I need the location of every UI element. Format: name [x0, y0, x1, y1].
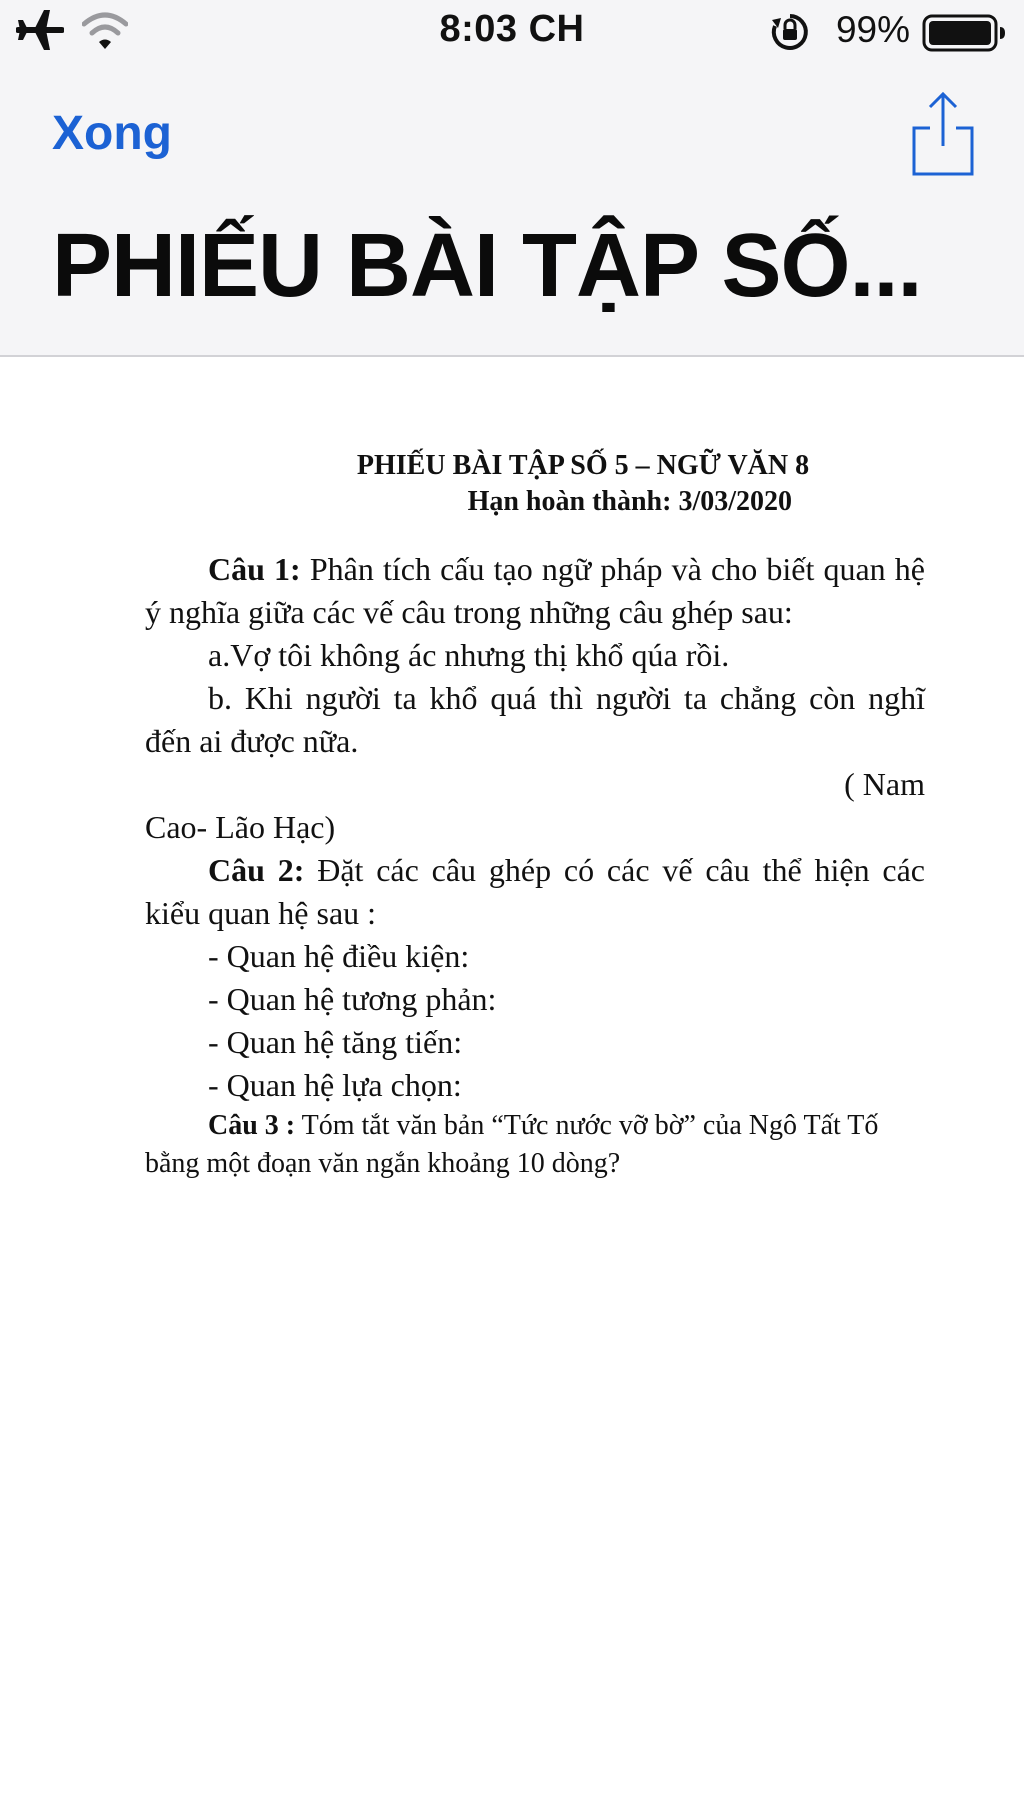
question-1-label: Câu 1:	[208, 551, 301, 587]
question-1	[145, 548, 925, 634]
top-bar	[0, 0, 1024, 357]
question-3	[145, 1107, 925, 1183]
question-2-item: - Quan hệ tăng tiến:	[208, 1024, 463, 1060]
orientation-lock-icon	[770, 12, 810, 57]
question-2-label: Câu 2:	[208, 852, 305, 888]
question-1-source-cont: Cao- Lão Hạc)	[145, 809, 336, 845]
share-icon	[908, 90, 978, 180]
question-2-item: - Quan hệ lựa chọn:	[208, 1067, 462, 1103]
question-2-item: - Quan hệ điều kiện:	[208, 938, 470, 974]
share-button[interactable]	[908, 90, 978, 180]
question-3-text: Tóm tắt văn bản “Tức nước vỡ bờ” của Ngô Tất Tố bằng một đoạn văn ngắn khoảng 10 dòng?	[145, 1110, 879, 1179]
done-button[interactable]: Xong	[52, 107, 172, 160]
question-1-source: ( Nam	[844, 766, 925, 802]
status-time: 8:03 CH	[439, 8, 585, 50]
document-page	[145, 448, 925, 1183]
status-bar	[0, 0, 1024, 64]
battery-percentage: 99%	[835, 9, 910, 50]
question-1-item-b: b. Khi người ta khổ quá thì người ta chẳng còn nghĩ đến ai được nữa.	[145, 680, 925, 759]
question-1-item-a: a.Vợ tôi không ác nhưng thị khổ qúa rồi.	[208, 637, 730, 673]
document-title-heading: PHIẾU BÀI TẬP SỐ...	[52, 216, 922, 316]
spacer	[145, 520, 925, 548]
question-2-text: Đặt các câu ghép có các vế câu thể hiện các kiểu quan hệ sau :	[145, 852, 926, 931]
question-3-label: Câu 3 :	[208, 1110, 296, 1141]
document-deadline: Hạn hoàn thành: 3/03/2020	[467, 486, 792, 517]
question-1-text: Phân tích cấu tạo ngữ pháp và cho biết quan hệ ý nghĩa giữa các vế câu trong những câu ghép sau:	[145, 551, 926, 630]
battery-icon	[922, 14, 1006, 57]
question-2	[145, 849, 925, 935]
question-2-item: - Quan hệ tương phản:	[208, 981, 497, 1017]
document-title: PHIẾU BÀI TẬP SỐ 5 – NGỮ VĂN 8	[356, 450, 810, 481]
